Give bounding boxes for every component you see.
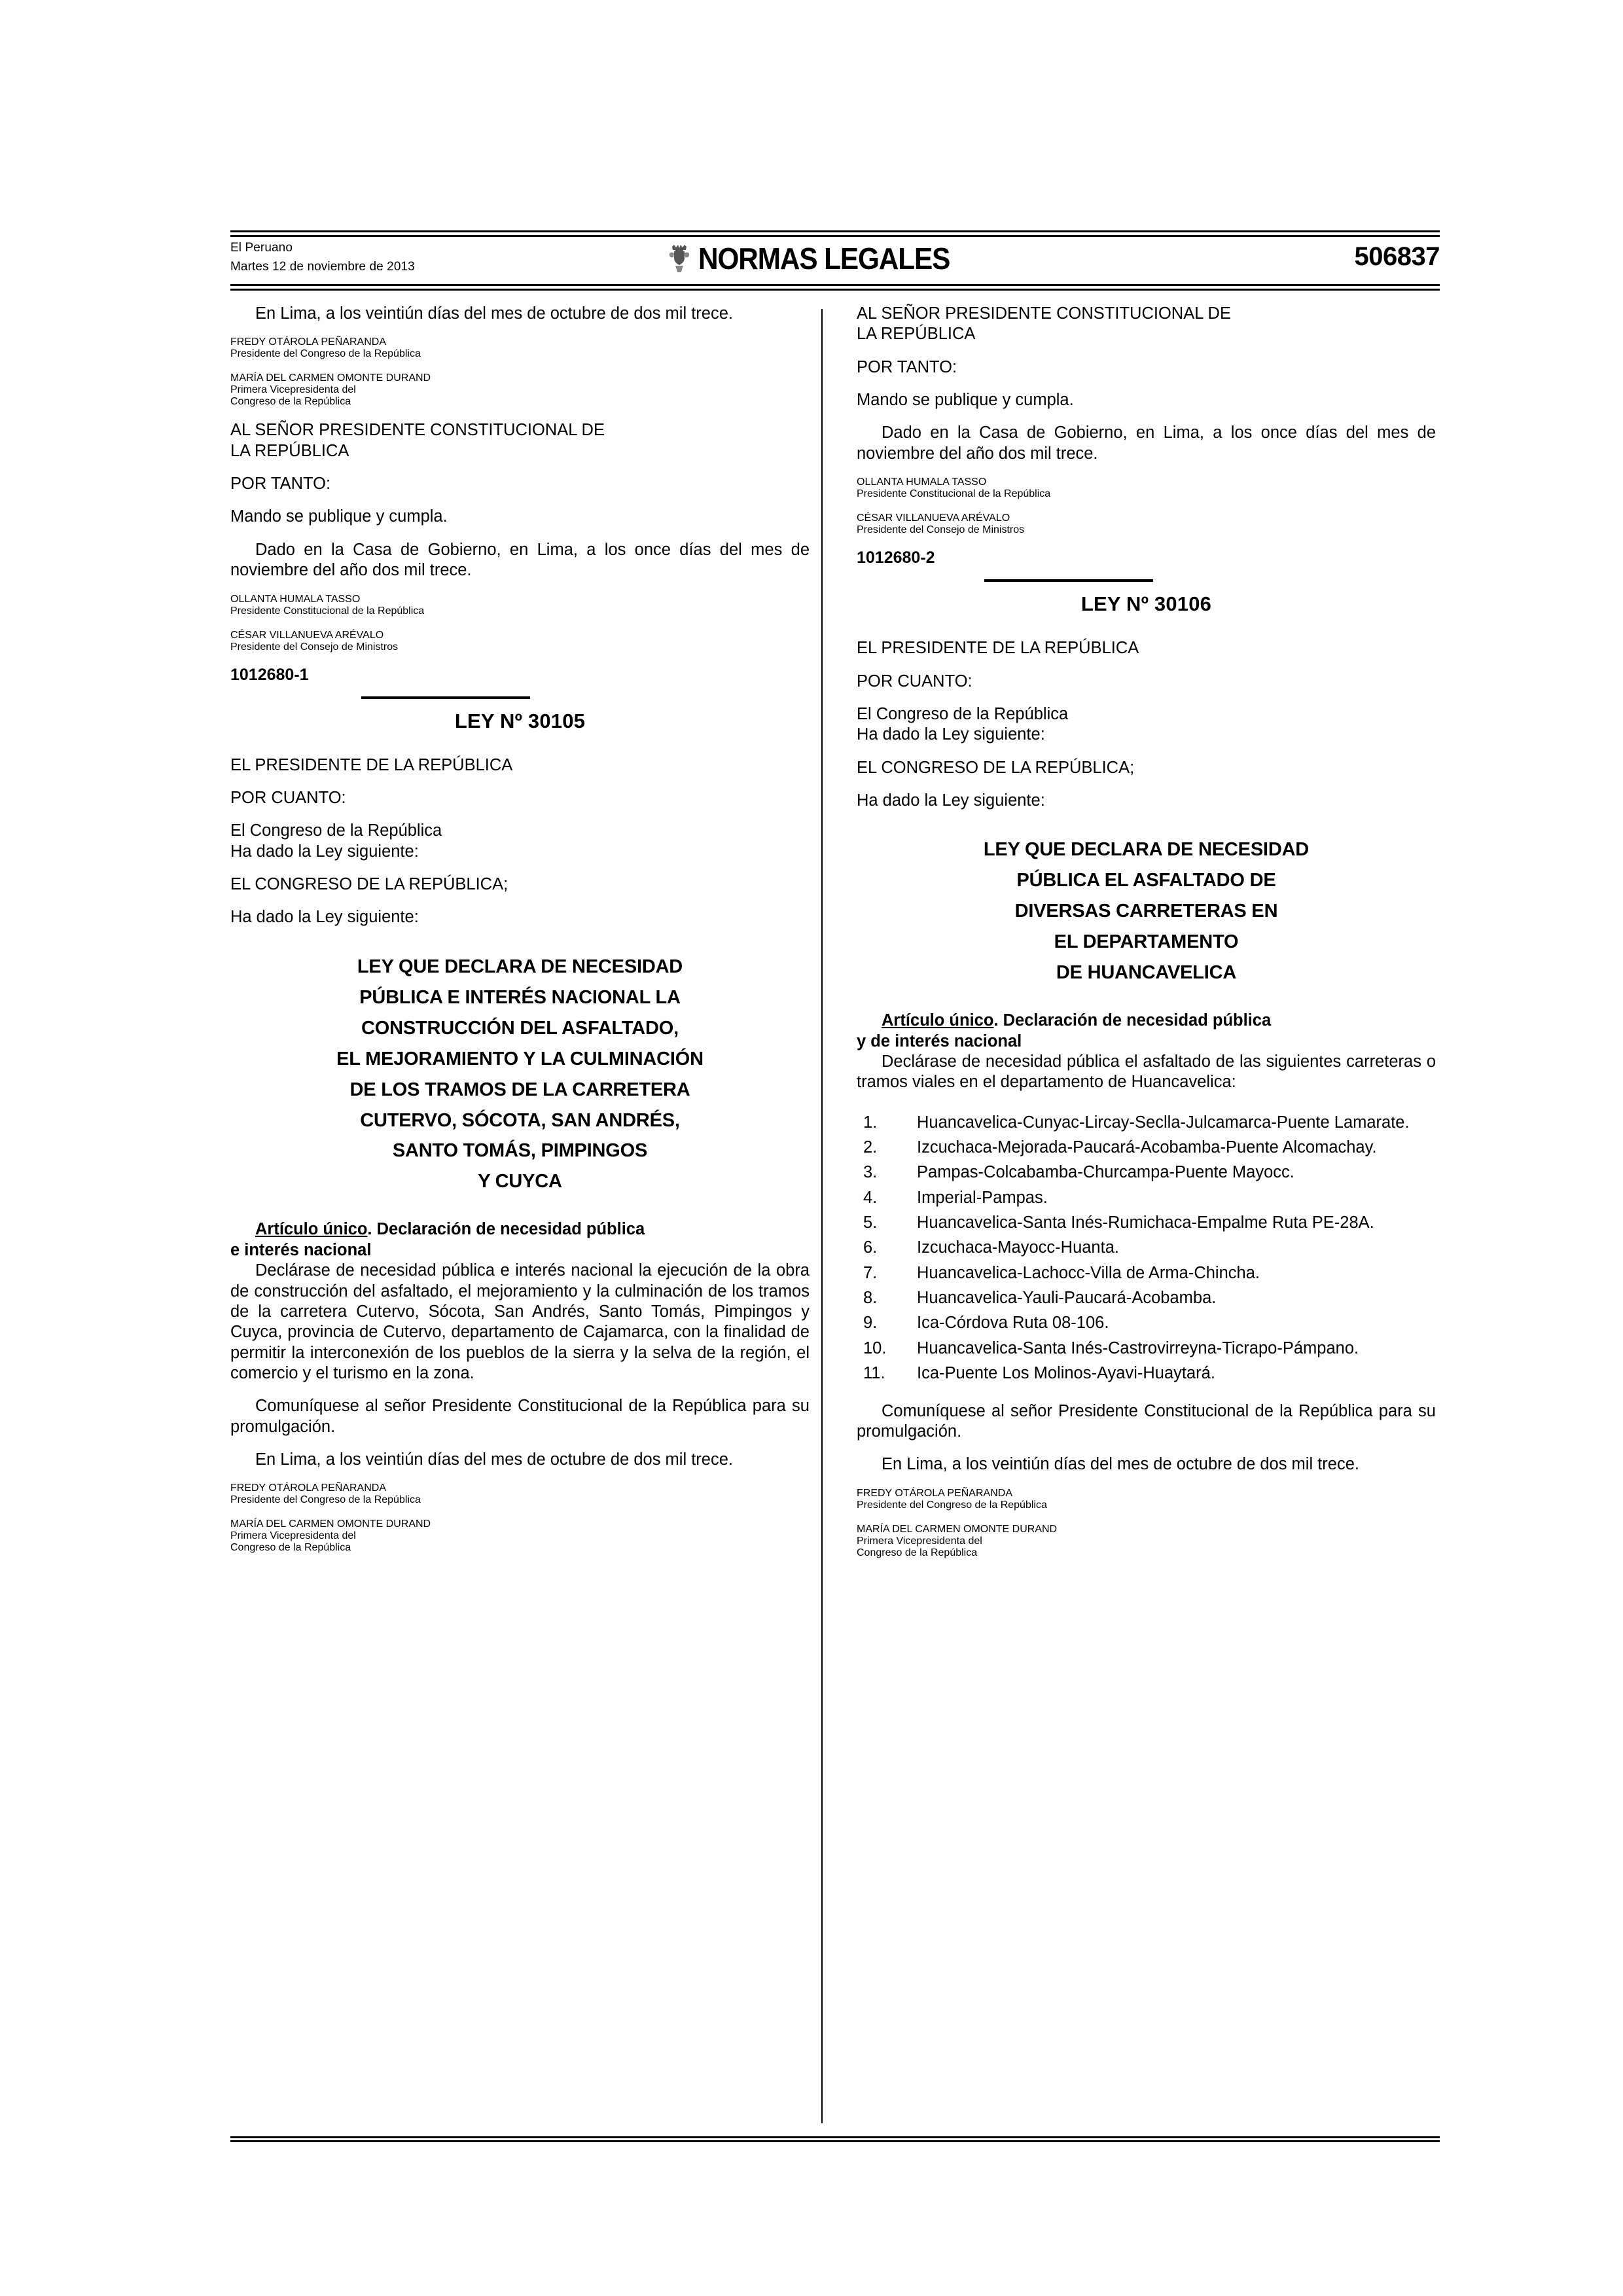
signature-role: Congreso de la República [230, 1542, 351, 1554]
lima-date-paragraph: En Lima, a los veintiún días del mes de octubre de dos mil trece. [255, 304, 733, 323]
publication-date: Martes 12 de noviembre de 2013 [230, 260, 415, 274]
congreso-line: Ha dado la Ley siguiente: [857, 725, 1045, 744]
two-column-body [230, 304, 1440, 2130]
comuniquese-paragraph: Comuníquese al señor Presidente Constitucional de la República para su promulgación. [230, 1397, 810, 1436]
signature-block [857, 1524, 1436, 1559]
masthead-publication-info [230, 238, 415, 277]
por-tanto-label: POR TANTO: [857, 357, 957, 376]
list-item-number: 9. [863, 1314, 878, 1333]
signature-block [230, 336, 810, 360]
page-bottom-rule [230, 2136, 1440, 2142]
signature-name: FREDY OTÁROLA PEÑARANDA [230, 336, 386, 348]
list-item [857, 1213, 1436, 1233]
list-item [857, 1313, 1436, 1333]
list-item-text: Huancavelica-Cunyac-Lircay-Seclla-Julcamarca-Puente Lamarate. [917, 1113, 1410, 1132]
page-content [230, 230, 1440, 2161]
section-title: NORMAS LEGALES [698, 242, 950, 276]
list-item-number: 11. [863, 1364, 885, 1383]
law-title-line: PÚBLICA E INTERÉS NACIONAL LA [359, 986, 681, 1008]
page-header [230, 230, 1440, 291]
signature-role: Presidente Constitucional de la República [857, 488, 1051, 500]
law-title-line: CONSTRUCCIÓN DEL ASFALTADO, [361, 1017, 679, 1039]
law-title [230, 952, 810, 1198]
por-cuanto-label: POR CUANTO: [230, 788, 346, 807]
addressee-block [857, 304, 1436, 345]
list-item [857, 1138, 1436, 1158]
congreso-line: El Congreso de la República [857, 704, 1069, 723]
list-item-number: 5. [863, 1213, 878, 1232]
ha-dado-label: Ha dado la Ley siguiente: [857, 791, 1045, 810]
congreso-line: El Congreso de la República [230, 821, 442, 840]
list-item-text: Huancavelica-Yauli-Paucará-Acobamba. [917, 1289, 1217, 1308]
signature-role: Primera Vicepresidenta del [230, 384, 356, 396]
ha-dado-label: Ha dado la Ley siguiente: [230, 908, 419, 927]
list-item-number: 6. [863, 1238, 878, 1257]
header-top-rule [230, 230, 1440, 237]
list-item-number: 3. [863, 1163, 878, 1182]
signature-name: MARÍA DEL CARMEN OMONTE DURAND [230, 1518, 431, 1530]
signature-name: FREDY OTÁROLA PEÑARANDA [230, 1482, 386, 1494]
list-item-text: Imperial-Pampas. [917, 1188, 1048, 1207]
article-heading-line2: y de interés nacional [857, 1031, 1022, 1050]
peru-coat-of-arms-icon [668, 244, 690, 273]
section-separator-rule [361, 696, 530, 699]
signature-block [230, 372, 810, 408]
por-cuanto-label: POR CUANTO: [857, 672, 972, 691]
dado-paragraph: Dado en la Casa de Gobierno, en Lima, a los once días del mes de noviembre del año dos mil trece. [857, 423, 1436, 463]
list-item [857, 1113, 1436, 1133]
signature-role: Presidente del Consejo de Ministros [857, 524, 1025, 536]
law-title-line: LEY QUE DECLARA DE NECESIDAD [357, 956, 683, 977]
article-body: Declárase de necesidad pública el asfaltado de las siguientes carreteras o tramos viales en el departamento de Huancavelica: [857, 1052, 1436, 1092]
law-title-line: CUTERVO, SÓCOTA, SAN ANDRÉS, [360, 1109, 680, 1131]
signature-role: Primera Vicepresidenta del [857, 1535, 982, 1547]
masthead-section [668, 241, 972, 276]
congreso-block [857, 704, 1436, 745]
list-item [857, 1162, 1436, 1183]
el-presidente-label: EL PRESIDENTE DE LA REPÚBLICA [857, 639, 1139, 658]
el-congreso-label: EL CONGRESO DE LA REPÚBLICA; [230, 874, 508, 893]
list-item-text: Pampas-Colcabamba-Churcampa-Puente Mayocc. [917, 1163, 1294, 1182]
congreso-line: Ha dado la Ley siguiente: [230, 842, 419, 861]
list-item [857, 1238, 1436, 1258]
signature-block [230, 594, 810, 617]
list-item-text: Izcuchaca-Mejorada-Paucará-Acobamba-Puente Alcomachay. [917, 1138, 1377, 1157]
signature-name: MARÍA DEL CARMEN OMONTE DURAND [230, 372, 431, 384]
signature-name: OLLANTA HUMALA TASSO [230, 593, 361, 605]
addressee-line: LA REPÚBLICA [230, 441, 349, 460]
law-title-line: DE LOS TRAMOS DE LA CARRETERA [349, 1079, 690, 1100]
list-item-number: 7. [863, 1263, 878, 1282]
list-item [857, 1188, 1436, 1208]
el-congreso-label: EL CONGRESO DE LA REPÚBLICA; [857, 758, 1135, 777]
law-number-heading: LEY Nº 30105 [454, 709, 586, 732]
list-item [857, 1263, 1436, 1283]
signature-role: Primera Vicepresidenta del [230, 1530, 356, 1542]
lima-date-paragraph: En Lima, a los veintiún días del mes de octubre de dos mil trece. [882, 1455, 1359, 1474]
law-number-heading: LEY Nº 30106 [1080, 592, 1212, 616]
law-title-line: DIVERSAS CARRETERAS EN [1014, 901, 1278, 922]
signature-role: Presidente Constitucional de la República [230, 605, 425, 617]
signature-name: OLLANTA HUMALA TASSO [857, 476, 987, 488]
mando-paragraph: Mando se publique y cumpla. [230, 507, 448, 526]
article-heading-rest: . Declaración de necesidad pública [993, 1011, 1272, 1030]
congreso-block [230, 821, 810, 862]
article-heading-rest: . Declaración de necesidad pública [367, 1220, 645, 1239]
article-body: Declárase de necesidad pública e interés nacional la ejecución de la obra de construcción del asfaltado, el mejoramiento y la culminación de los tramos de la carretera Cutervo, Sócota, San Andrés, Santo Tomás, Pimpingos y Cuyca, provincia de Cutervo, departamento de Cajamarca, con la finalidad de permitir la interconexión de los pueblos de la sierra y la selva de la región, el comercio y el turismo en la zona. [230, 1261, 810, 1382]
signature-role: Presidente del Congreso de la República [857, 1499, 1047, 1511]
signature-block [230, 1518, 810, 1554]
signature-block [857, 512, 1436, 536]
right-column [825, 304, 1436, 2130]
list-item [857, 1363, 1436, 1384]
signature-name: FREDY OTÁROLA PEÑARANDA [857, 1487, 1012, 1499]
comuniquese-paragraph: Comuníquese al señor Presidente Constitucional de la República para su promulgación. [857, 1401, 1436, 1441]
signature-role: Presidente del Congreso de la República [230, 348, 421, 360]
header-bottom-rule [230, 284, 1440, 291]
mando-paragraph: Mando se publique y cumpla. [857, 391, 1074, 410]
left-column [230, 304, 825, 2130]
list-item-number: 10. [863, 1338, 887, 1357]
list-item [857, 1338, 1436, 1359]
list-item-number: 2. [863, 1138, 878, 1157]
law-title-line: SANTO TOMÁS, PIMPINGOS [392, 1140, 648, 1162]
list-item [857, 1288, 1436, 1308]
law-title-line: DE HUANCAVELICA [1056, 962, 1237, 984]
list-item-number: 8. [863, 1289, 878, 1308]
signature-block [857, 1488, 1436, 1511]
publication-name: El Peruano [230, 241, 293, 255]
law-title-line: PÚBLICA EL ASFALTADO DE [1016, 870, 1276, 891]
list-item-text: Huancavelica-Lachocc-Villa de Arma-Chincha. [917, 1263, 1260, 1282]
signature-name: MARÍA DEL CARMEN OMONTE DURAND [857, 1523, 1058, 1535]
addressee-line: AL SEÑOR PRESIDENTE CONSTITUCIONAL DE [230, 421, 605, 440]
signature-block [230, 1482, 810, 1506]
signature-name: CÉSAR VILLANUEVA ARÉVALO [230, 629, 384, 641]
list-item-text: Huancavelica-Santa Inés-Castrovirreyna-Ticrapo-Pámpano. [917, 1338, 1359, 1357]
law-title-line: EL MEJORAMIENTO Y LA CULMINACIÓN [336, 1048, 704, 1069]
law-title-line: Y CUYCA [478, 1171, 562, 1193]
section-separator-rule [984, 579, 1153, 582]
article-label: Artículo único [255, 1220, 368, 1239]
por-tanto-label: POR TANTO: [230, 475, 331, 493]
addressee-block [230, 420, 810, 461]
signature-role: Congreso de la República [230, 396, 351, 408]
law-title [857, 834, 1436, 988]
article-label: Artículo único [882, 1011, 994, 1030]
list-item-text: Huancavelica-Santa Inés-Rumichaca-Empalme Ruta PE-28A. [917, 1213, 1374, 1232]
roads-list [857, 1113, 1436, 1384]
list-item-text: Izcuchaca-Mayocc-Huanta. [917, 1238, 1119, 1257]
list-item-text: Ica-Puente Los Molinos-Ayavi-Huaytará. [917, 1364, 1215, 1383]
signature-role: Presidente del Congreso de la República [230, 1494, 421, 1506]
article-heading [230, 1219, 810, 1261]
dado-paragraph: Dado en la Casa de Gobierno, en Lima, a los once días del mes de noviembre del año dos mil trece. [230, 540, 810, 580]
document-code: 1012680-2 [857, 548, 935, 567]
signature-role: Presidente del Consejo de Ministros [230, 641, 399, 653]
law-title-line: EL DEPARTAMENTO [1054, 931, 1239, 953]
addressee-line: LA REPÚBLICA [857, 325, 976, 344]
law-title-line: LEY QUE DECLARA DE NECESIDAD [983, 839, 1310, 861]
signature-block [230, 630, 810, 653]
page-number: 506837 [1354, 242, 1440, 271]
signature-role: Congreso de la República [857, 1547, 978, 1558]
el-presidente-label: EL PRESIDENTE DE LA REPÚBLICA [230, 755, 513, 774]
list-item-number: 1. [863, 1113, 878, 1132]
signature-block [857, 476, 1436, 500]
lima-date-paragraph: En Lima, a los veintiún días del mes de octubre de dos mil trece. [255, 1450, 733, 1469]
article-heading [857, 1011, 1436, 1052]
addressee-line: AL SEÑOR PRESIDENTE CONSTITUCIONAL DE [857, 304, 1231, 323]
document-code: 1012680-1 [230, 665, 309, 684]
list-item-text: Ica-Córdova Ruta 08-106. [917, 1314, 1109, 1333]
signature-name: CÉSAR VILLANUEVA ARÉVALO [857, 512, 1010, 524]
article-heading-line2: e interés nacional [230, 1240, 372, 1259]
list-item-number: 4. [863, 1188, 878, 1207]
